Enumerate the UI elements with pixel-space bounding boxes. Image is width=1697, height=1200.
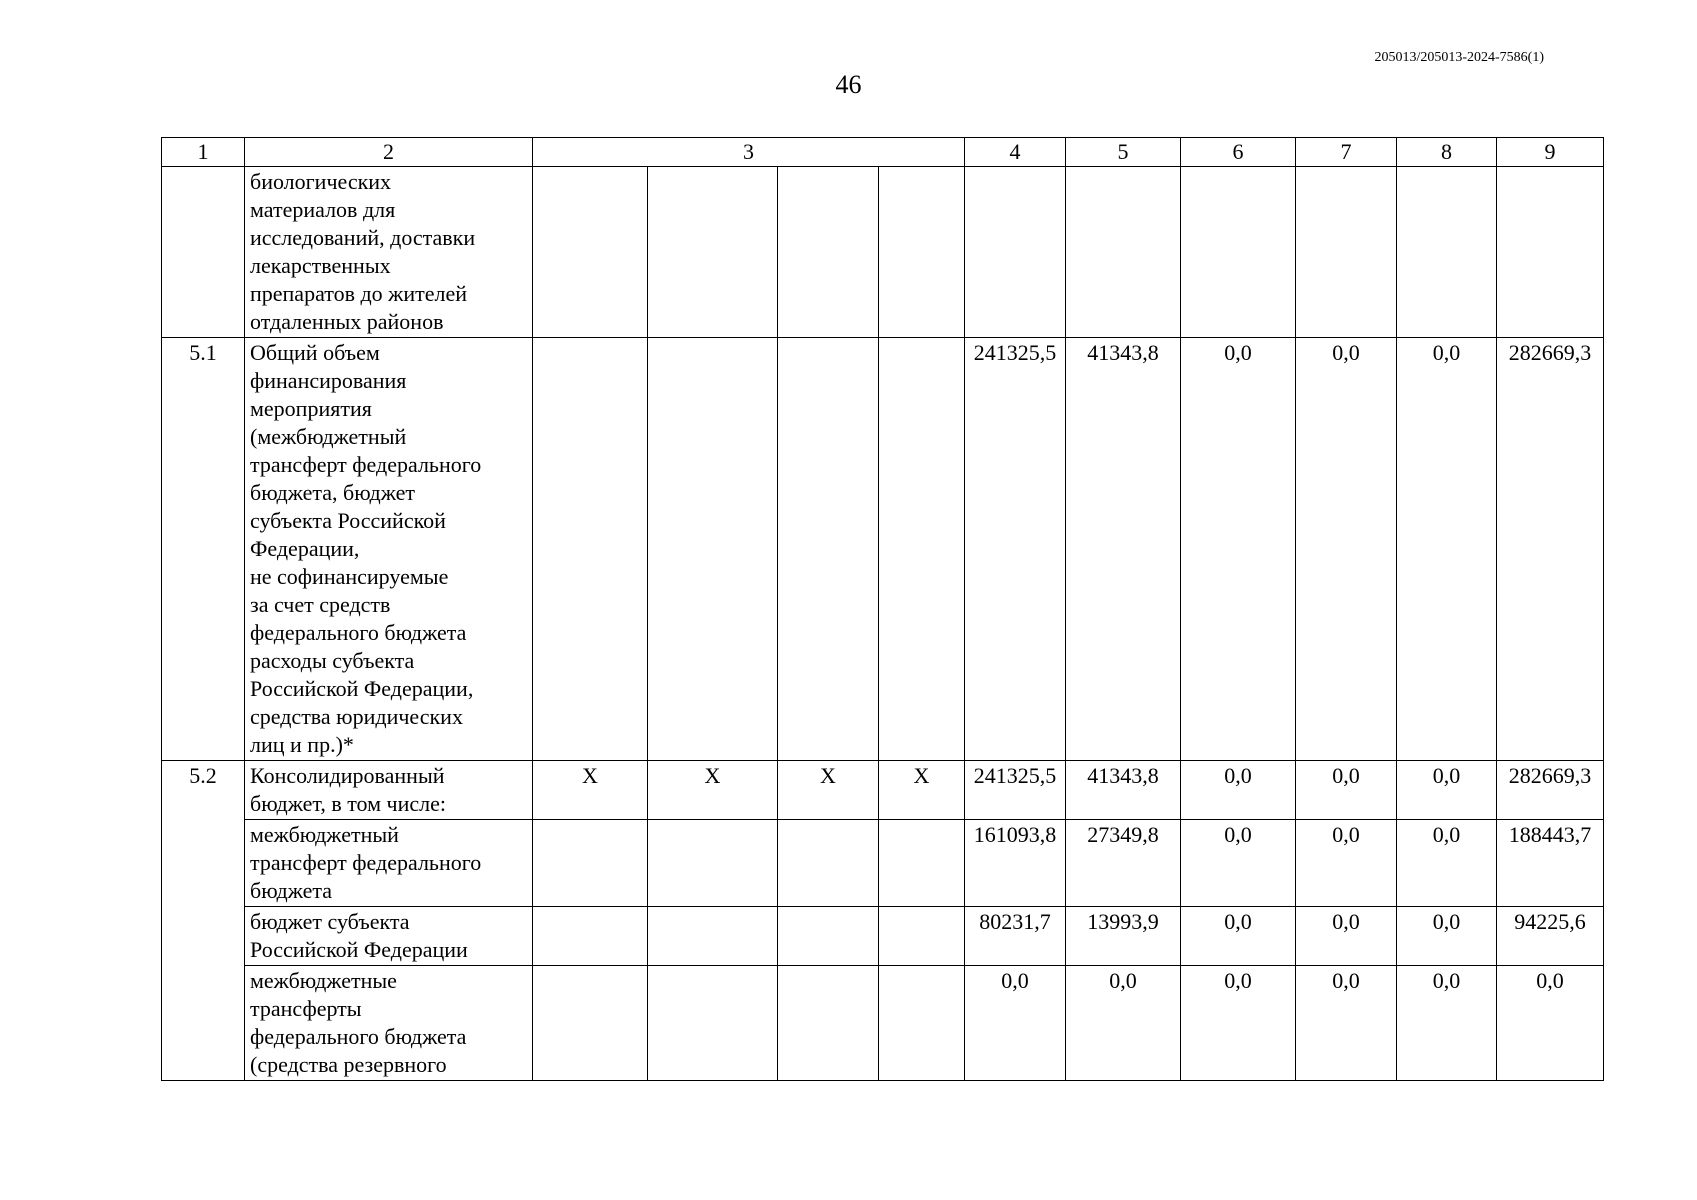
value-cell: 0,0 bbox=[965, 966, 1066, 1081]
column-header: 2 bbox=[245, 138, 533, 167]
value-cell: 0,0 bbox=[1397, 966, 1497, 1081]
mark-cell bbox=[648, 338, 778, 761]
value-cell: 0,0 bbox=[1397, 820, 1497, 907]
value-cell: 161093,8 bbox=[965, 820, 1066, 907]
mark-cell bbox=[879, 167, 965, 338]
value-cell: 0,0 bbox=[1181, 966, 1296, 1081]
mark-cell bbox=[648, 966, 778, 1081]
mark-cell bbox=[533, 167, 648, 338]
value-cell: 0,0 bbox=[1181, 338, 1296, 761]
value-cell: 282669,3 bbox=[1497, 761, 1604, 820]
mark-cell bbox=[778, 167, 879, 338]
column-header-row bbox=[162, 138, 1604, 167]
value-cell: 0,0 bbox=[1296, 761, 1397, 820]
table-row bbox=[162, 820, 1604, 907]
value-cell bbox=[1181, 167, 1296, 338]
value-cell: 0,0 bbox=[1296, 907, 1397, 966]
value-cell bbox=[1397, 167, 1497, 338]
column-header: 7 bbox=[1296, 138, 1397, 167]
column-header: 5 bbox=[1066, 138, 1181, 167]
row-description: бюджет субъекта Российской Федерации bbox=[245, 907, 533, 966]
row-number: 5.2 bbox=[162, 761, 245, 1081]
value-cell: 41343,8 bbox=[1066, 338, 1181, 761]
table-row bbox=[162, 907, 1604, 966]
value-cell: 0,0 bbox=[1181, 761, 1296, 820]
value-cell bbox=[1296, 167, 1397, 338]
table-row bbox=[162, 966, 1604, 1081]
value-cell: 188443,7 bbox=[1497, 820, 1604, 907]
row-number bbox=[162, 167, 245, 338]
column-header: 9 bbox=[1497, 138, 1604, 167]
value-cell: 0,0 bbox=[1181, 907, 1296, 966]
mark-cell bbox=[533, 907, 648, 966]
value-cell: 0,0 bbox=[1066, 966, 1181, 1081]
budget-table bbox=[161, 137, 1604, 1081]
value-cell: 27349,8 bbox=[1066, 820, 1181, 907]
value-cell: 241325,5 bbox=[965, 761, 1066, 820]
mark-cell bbox=[879, 966, 965, 1081]
mark-cell: X bbox=[879, 761, 965, 820]
mark-cell bbox=[533, 966, 648, 1081]
value-cell: 0,0 bbox=[1296, 820, 1397, 907]
value-cell: 282669,3 bbox=[1497, 338, 1604, 761]
mark-cell bbox=[648, 820, 778, 907]
row-description: межбюджетный трансферт федерального бюджета bbox=[245, 820, 533, 907]
value-cell: 241325,5 bbox=[965, 338, 1066, 761]
mark-cell bbox=[778, 966, 879, 1081]
value-cell: 0,0 bbox=[1181, 820, 1296, 907]
mark-cell: X bbox=[648, 761, 778, 820]
value-cell: 80231,7 bbox=[965, 907, 1066, 966]
mark-cell bbox=[879, 338, 965, 761]
mark-cell bbox=[533, 820, 648, 907]
document-id: 205013/205013-2024-7586(1) bbox=[1374, 50, 1544, 65]
table-row bbox=[162, 338, 1604, 761]
column-header: 3 bbox=[533, 138, 965, 167]
page-number: 46 bbox=[835, 70, 862, 99]
value-cell: 41343,8 bbox=[1066, 761, 1181, 820]
row-description: межбюджетные трансферты федерального бюджета (средства резервного bbox=[245, 966, 533, 1081]
mark-cell bbox=[778, 820, 879, 907]
column-header: 6 bbox=[1181, 138, 1296, 167]
mark-cell bbox=[778, 907, 879, 966]
mark-cell bbox=[533, 338, 648, 761]
table-row bbox=[162, 761, 1604, 820]
value-cell: 13993,9 bbox=[1066, 907, 1181, 966]
value-cell: 0,0 bbox=[1296, 966, 1397, 1081]
value-cell bbox=[965, 167, 1066, 338]
mark-cell: X bbox=[778, 761, 879, 820]
column-header: 1 bbox=[162, 138, 245, 167]
mark-cell bbox=[648, 167, 778, 338]
value-cell: 0,0 bbox=[1296, 338, 1397, 761]
mark-cell: X bbox=[533, 761, 648, 820]
value-cell: 0,0 bbox=[1397, 338, 1497, 761]
value-cell bbox=[1066, 167, 1181, 338]
mark-cell bbox=[879, 907, 965, 966]
value-cell: 0,0 bbox=[1497, 966, 1604, 1081]
value-cell: 0,0 bbox=[1397, 761, 1497, 820]
mark-cell bbox=[879, 820, 965, 907]
column-header: 4 bbox=[965, 138, 1066, 167]
table-row bbox=[162, 167, 1604, 338]
value-cell bbox=[1497, 167, 1604, 338]
mark-cell bbox=[778, 338, 879, 761]
column-header: 8 bbox=[1397, 138, 1497, 167]
mark-cell bbox=[648, 907, 778, 966]
value-cell: 94225,6 bbox=[1497, 907, 1604, 966]
row-description: Общий объем финансирования мероприятия (межбюджетный трансферт федерального бюджета, бюджет субъекта Российской Федерации, не софинансируемые за счет средств федерального бюджета расходы субъекта Российской Федерации, средства юридических лиц и пр.)* bbox=[245, 338, 533, 761]
value-cell: 0,0 bbox=[1397, 907, 1497, 966]
row-description: биологических материалов для исследований, доставки лекарственных препаратов до жителей отдаленных районов bbox=[245, 167, 533, 338]
row-description: Консолидированный бюджет, в том числе: bbox=[245, 761, 533, 820]
row-number: 5.1 bbox=[162, 338, 245, 761]
